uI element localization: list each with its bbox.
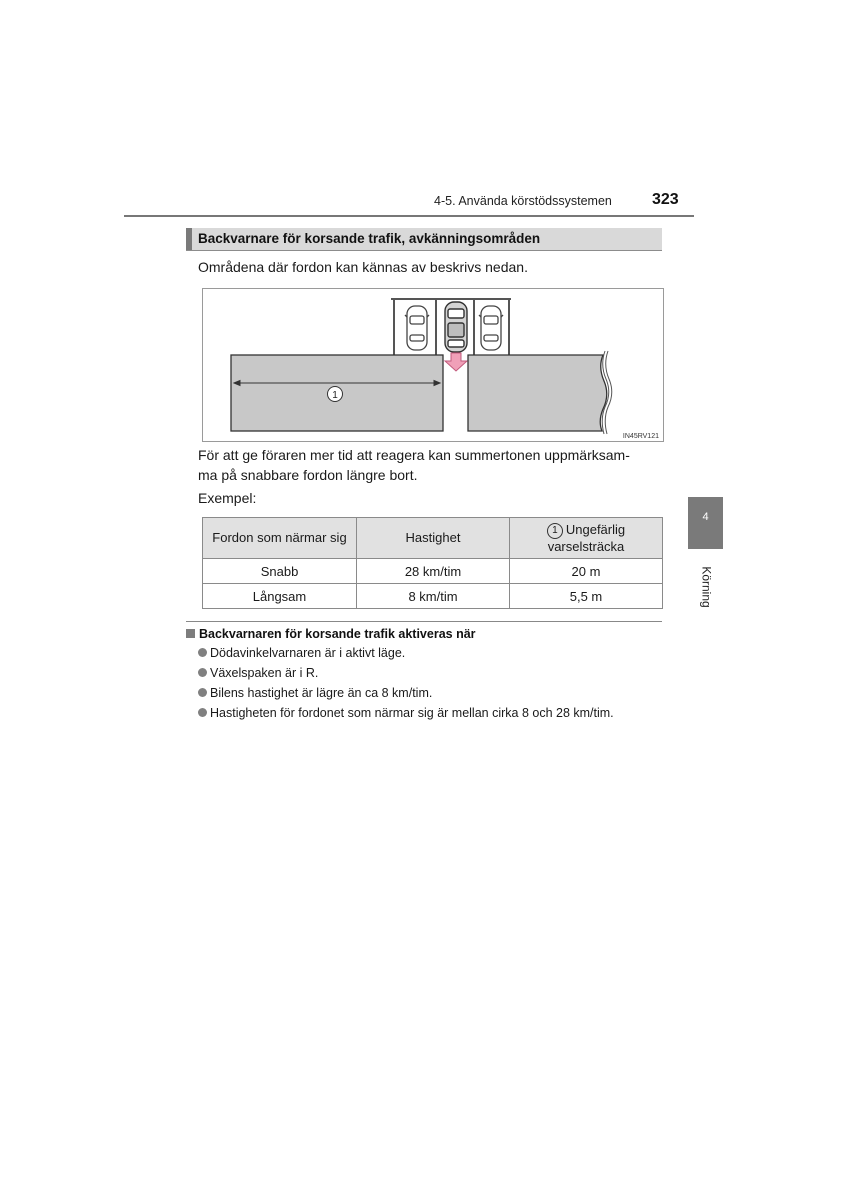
- chapter-number: 4: [702, 511, 709, 523]
- cell-speed: 8 km/tim: [357, 584, 510, 609]
- explanation-line-2: ma på snabbare fordon längre bort.: [198, 467, 418, 483]
- intro-text: Områdena där fordon kan kännas av beskrivs nedan.: [198, 259, 528, 275]
- list-item-text: Hastigheten för fordonet som närmar sig är mellan cirka 8 och 28 km/tim.: [210, 706, 614, 720]
- list-item-text: Dödavinkelvarnaren är i aktivt läge.: [210, 646, 406, 660]
- list-item: [198, 705, 614, 725]
- cell-distance: 20 m: [510, 559, 663, 584]
- round-bullet-icon: [198, 668, 207, 677]
- list-item-text: Växelspaken är i R.: [210, 666, 319, 680]
- explanation-paragraph: [198, 445, 668, 485]
- header-vehicle: Fordon som närmar sig: [203, 518, 357, 559]
- cell-vehicle: Snabb: [203, 559, 357, 584]
- table-row: [203, 559, 663, 584]
- cell-distance: 5,5 m: [510, 584, 663, 609]
- range-marker-label: 1: [332, 390, 338, 401]
- list-item: [198, 665, 614, 685]
- list-item: [198, 685, 614, 705]
- detection-zone-right: [468, 355, 607, 431]
- conditions-heading: [186, 627, 476, 641]
- range-marker: [328, 387, 343, 402]
- explanation-line-1: För att ge föraren mer tid att reagera kan summertonen uppmärksam-: [198, 447, 630, 463]
- section-title-accent: [186, 228, 192, 250]
- header-divider: [124, 215, 694, 217]
- reversing-car-icon: [445, 302, 467, 352]
- example-distance-table: [202, 517, 663, 609]
- section-title-bar: [186, 228, 662, 251]
- figure-code: IN45RV121: [622, 433, 659, 440]
- running-header-section: 4-5. Använda körstödssystemen: [434, 194, 612, 208]
- section-title: Backvarnare för korsande trafik, avkänningsområden: [198, 231, 541, 246]
- round-bullet-icon: [198, 708, 207, 717]
- table-header-row: [203, 518, 663, 559]
- chapter-tab[interactable]: [688, 497, 723, 549]
- table-row: [203, 584, 663, 609]
- list-item-text: Bilens hastighet är lägre än ca 8 km/tim.: [210, 686, 433, 700]
- header-speed: Hastighet: [357, 518, 510, 559]
- reverse-direction-arrow-icon: [445, 353, 467, 371]
- header-distance-line-1: [514, 522, 658, 539]
- square-bullet-icon: [186, 629, 195, 638]
- chapter-label: Körning: [699, 566, 714, 608]
- detection-area-diagram: [203, 289, 663, 441]
- header-distance-text: Ungefärlig: [565, 521, 626, 537]
- header-distance-line-2: varselsträcka: [547, 538, 625, 554]
- detection-area-figure: [202, 288, 664, 442]
- parked-car-left-icon: [405, 306, 429, 350]
- header-distance: [510, 518, 663, 559]
- example-label: Exempel:: [198, 490, 257, 506]
- conditions-heading-text: Backvarnaren för korsande trafik aktiveras när: [199, 627, 476, 641]
- cell-speed: 28 km/tim: [357, 559, 510, 584]
- cell-vehicle: Långsam: [203, 584, 357, 609]
- round-bullet-icon: [198, 688, 207, 697]
- round-bullet-icon: [198, 648, 207, 657]
- range-marker-badge: 1: [547, 523, 563, 539]
- parked-car-right-icon: [479, 306, 503, 350]
- section-divider: [186, 621, 662, 622]
- page-number: 323: [652, 191, 679, 208]
- conditions-list: [198, 645, 614, 725]
- list-item: [198, 645, 614, 665]
